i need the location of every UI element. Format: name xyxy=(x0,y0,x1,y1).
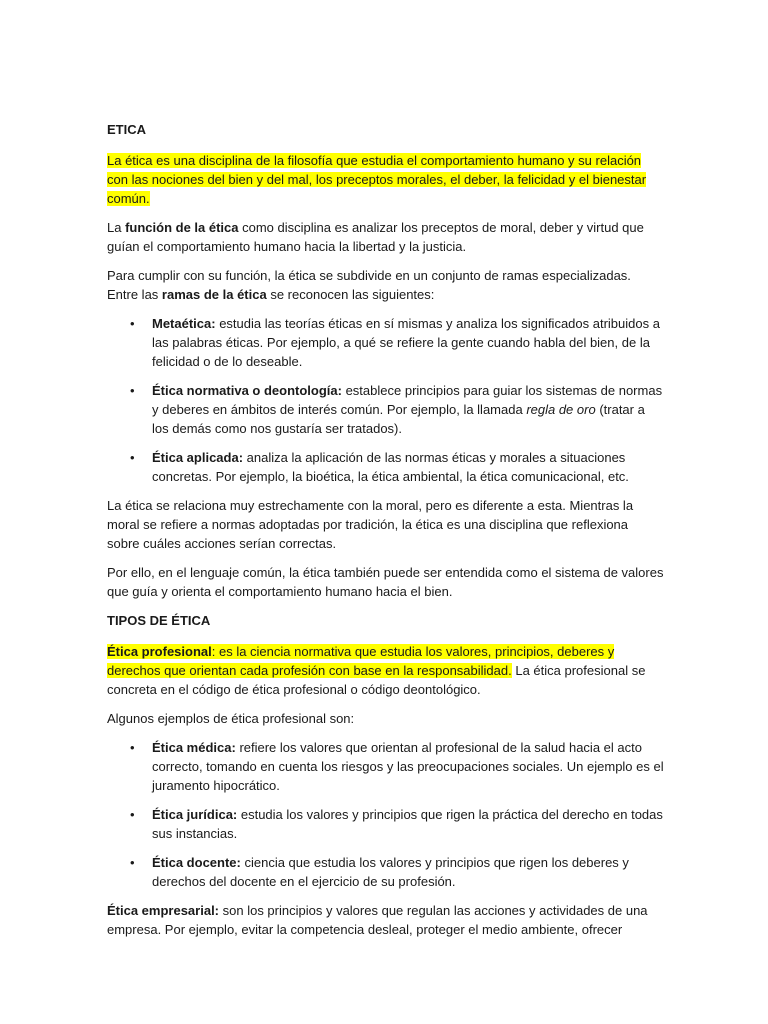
empresarial-paragraph xyxy=(107,901,664,939)
profesional-post: La ética profesional se concreta en el código de ética profesional o código deontológico. xyxy=(107,663,646,697)
item-term: Ética médica: xyxy=(152,740,236,755)
funcion-post: como disciplina es analizar los preceptos de moral, deber y virtud que guían el comportamiento humano hacia la libertad y la justicia. xyxy=(107,220,644,254)
profesional-bold: Ética profesional xyxy=(107,644,212,659)
ramas-post: se reconocen las siguientes: xyxy=(266,287,435,302)
profesional-hl-text: : es la ciencia normativa que estudia los valores, principios, deberes y derechos que orientan cada profesión con base en la responsabilidad. xyxy=(107,644,615,678)
ejemplos-list xyxy=(107,738,664,891)
profesional-paragraph xyxy=(107,642,664,699)
tipos-title: TIPOS DE ÉTICA xyxy=(107,613,211,628)
lenguaje-paragraph: Por ello, en el lenguaje común, la ética también puede ser entendida como el sistema de valores que guía y orienta el comportamiento humano hacia el bien. xyxy=(107,565,664,599)
moral-paragraph: La ética se relaciona muy estrechamente con la moral, pero es diferente a esta. Mientras la moral se refiere a normas adoptadas por tradición, la ética es una disciplina que reflexiona sobre cuáles acciones serían correctas. xyxy=(107,498,634,551)
list-item xyxy=(130,738,664,795)
item-italic: regla de oro xyxy=(526,402,596,417)
item-text: refiere los valores que orientan al profesional de la salud hacia el acto correcto, tomando en cuenta los riesgos y las preocupaciones sociales. Un ejemplo es el juramento hipocrático. xyxy=(152,740,664,793)
intro-paragraph xyxy=(107,151,664,208)
empresarial-text: son los principios y valores que regulan las acciones y actividades de una empresa. Por ejemplo, evitar la competencia desleal, proteger el medio ambiente, ofrecer xyxy=(107,903,648,937)
funcion-pre: La xyxy=(107,220,126,235)
list-item xyxy=(130,853,664,891)
item-text: analiza la aplicación de las normas éticas y morales a situaciones concretas. Por ejemplo, la bioética, la ética ambiental, la ética comunicacional, etc. xyxy=(152,450,629,484)
item-text: estudia los valores y principios que rigen la práctica del derecho en todas sus instancias. xyxy=(152,807,663,841)
ramas-bold: ramas de la ética xyxy=(161,287,267,302)
item-text: ciencia que estudia los valores y principios que rigen los deberes y derechos del docente en el ejercicio de su profesión. xyxy=(152,855,629,889)
bullet-icon: • xyxy=(130,383,135,398)
bullet-icon: • xyxy=(130,807,135,822)
bullet-icon: • xyxy=(130,450,135,465)
funcion-paragraph xyxy=(107,218,664,256)
ramas-pre: Para cumplir con su función, la ética se subdivide en un conjunto de ramas especializadas. Entre las xyxy=(107,268,631,302)
bullet-icon: • xyxy=(130,855,135,870)
bullet-icon: • xyxy=(130,740,135,755)
item-term: Metaética: xyxy=(152,316,216,331)
item-term: Ética aplicada: xyxy=(152,450,244,465)
highlighted-definition: La ética es una disciplina de la filosofía que estudia el comportamiento humano y su relación con las nociones del bien y del mal, los preceptos morales, el deber, la felicidad y el bienestar común. xyxy=(107,153,647,206)
funcion-bold: función de la ética xyxy=(125,220,239,235)
item-term: Ética jurídica: xyxy=(152,807,238,822)
bullet-icon: • xyxy=(130,316,135,331)
list-item xyxy=(130,314,664,371)
ramas-list xyxy=(107,314,664,486)
item-term: Ética docente: xyxy=(152,855,241,870)
list-item xyxy=(130,448,664,486)
ramas-paragraph xyxy=(107,266,664,304)
item-term: Ética normativa o deontología: xyxy=(152,383,342,398)
empresarial-bold: Ética empresarial: xyxy=(107,903,220,918)
item-text: establece principios para guiar los sistemas de normas y deberes en ámbitos de interés común. Por ejemplo, la llamada xyxy=(152,383,663,417)
document-title: ETICA xyxy=(107,122,146,137)
list-item xyxy=(130,381,664,438)
item-text: estudia las teorías éticas en sí mismas y analiza los significados atribuidos a las palabras éticas. Por ejemplo, a qué se refiere la gente cuando habla del bien, de la felicidad o de lo deseable. xyxy=(152,316,660,369)
ejemplos-intro: Algunos ejemplos de ética profesional son: xyxy=(107,711,355,726)
list-item xyxy=(130,805,664,843)
item-text-2: (tratar a los demás como nos gustaría ser tratados). xyxy=(152,402,645,436)
